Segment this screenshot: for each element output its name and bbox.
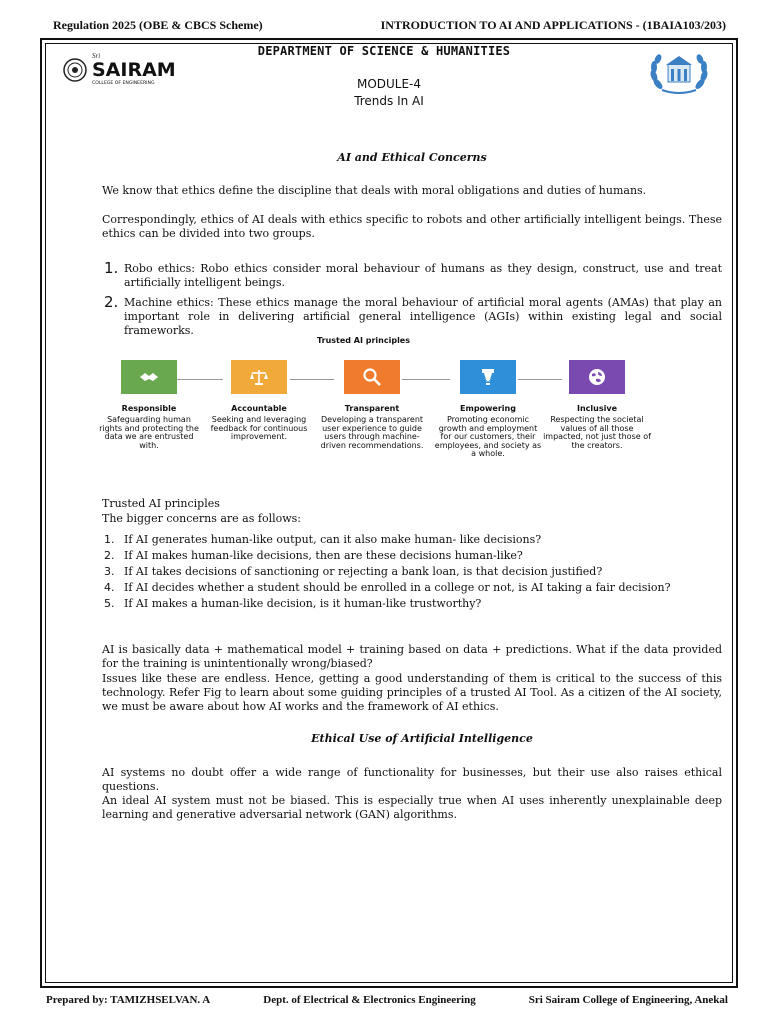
logo-sri: Sri — [92, 52, 101, 60]
paragraph-ai-data: AI is basically data + mathematical model + training based on data + predictions. What if the data provided for the training is unintentionally wrong/biased? — [102, 643, 722, 670]
principle-name: Accountable — [231, 404, 287, 413]
principle-desc: Respecting the societal values of all those impacted, not just those of the creators. — [543, 415, 651, 450]
handshake-icon — [139, 367, 159, 387]
principle-accountable — [205, 360, 313, 442]
page-footer — [46, 994, 728, 1006]
list-item-text: If AI decides whether a student should be enrolled in a college or not, is AI taking a fair decision? — [124, 581, 671, 594]
course-title: INTRODUCTION TO AI AND APPLICATIONS - (1BAIA103/203) — [380, 18, 726, 32]
paragraph-ai-ethics: Correspondingly, ethics of AI deals with ethics specific to robots and other artificially intelligent beings. These ethics can be divided into two groups. — [102, 213, 722, 240]
principle-name: Inclusive — [577, 404, 617, 413]
list-item-text: Robo ethics: Robo ethics consider moral behaviour of humans as they design, construct, use and treat artificially intelligent beings. — [124, 262, 722, 289]
list-item: 5. If AI makes a human-like decision, is it human-like trustworthy? — [102, 597, 722, 611]
principle-tile — [344, 360, 400, 394]
paragraph-ethics-definition: We know that ethics define the discipline that deals with moral obligations and duties of humans. — [102, 184, 647, 197]
principle-transparent — [318, 360, 426, 450]
principle-desc: Seeking and leveraging feedback for continuous improvement. — [210, 415, 308, 441]
list-item-text: If AI makes a human-like decision, is it human-like trustworthy? — [124, 597, 482, 610]
globe-icon — [587, 367, 607, 387]
list-item-text: If AI takes decisions of sanctioning or rejecting a bank loan, is that decision justified? — [124, 565, 603, 578]
principle-responsible — [95, 360, 203, 450]
principle-tile — [569, 360, 625, 394]
principle-desc: Developing a transparent user experience to guide users through machine-driven recommendations. — [320, 415, 424, 450]
paragraph-bias: An ideal AI system must not be biased. This is especially true when AI uses inherently unexplainable deep learning and generative adversarial network (GAN) algorithms. — [102, 794, 722, 821]
figure-title: Trusted AI principles — [317, 336, 410, 345]
list-item: 3. If AI takes decisions of sanctioning or rejecting a bank loan, is that decision justified? — [102, 565, 722, 579]
concerns-list — [102, 533, 722, 611]
magnifier-icon — [362, 367, 382, 387]
footer-college: Sri Sairam College of Engineering, Anekal — [528, 994, 728, 1006]
section-heading-ethical-use: Ethical Use of Artificial Intelligence — [311, 732, 533, 745]
list-item: 4. If AI decides whether a student should be enrolled in a college or not, is AI taking a fair decision? — [102, 581, 722, 595]
figure-caption: Trusted AI principles — [102, 497, 220, 510]
paragraph-issues: Issues like these are endless. Hence, getting a good understanding of them is critical to the success of this technology. Refer Fig to learn about some guiding principles of a trusted AI Tool. As a citizen of the AI society, we must be aware about how AI works and the framework of AI ethics. — [102, 672, 722, 713]
principle-name: Transparent — [344, 404, 400, 413]
logo-name: SAIRAM — [92, 59, 174, 81]
list-item: 1. If AI generates human-like output, can it also make human- like decisions? — [102, 533, 722, 547]
scales-icon — [249, 367, 269, 387]
principle-tile — [460, 360, 516, 394]
regulation-label: Regulation 2025 (OBE & CBCS Scheme) — [53, 18, 263, 32]
department-title: DEPARTMENT OF SCIENCE & HUMANITIES — [257, 44, 511, 58]
module-title: Trends In AI — [354, 94, 424, 108]
paragraph-ai-systems: AI systems no doubt offer a wide range of functionality for businesses, but their use also raises ethical questions. — [102, 766, 722, 793]
principle-tile — [231, 360, 287, 394]
principle-empowering — [434, 360, 542, 459]
page-header — [53, 18, 726, 33]
concerns-intro: The bigger concerns are as follows: — [102, 512, 301, 525]
section-heading-ethical-concerns: AI and Ethical Concerns — [337, 151, 487, 164]
module-number: MODULE-4 — [356, 77, 422, 91]
principle-name: Responsible — [121, 404, 177, 413]
principle-name: Empowering — [460, 404, 516, 413]
ethics-groups-list — [102, 259, 722, 338]
principle-desc: Promoting economic growth and employment for our customers, their employees, and society as a whole. — [434, 415, 542, 458]
module-block — [0, 76, 768, 110]
list-item: 2. If AI makes human-like decisions, then are these decisions human-like? — [102, 549, 722, 563]
list-item: 1. Robo ethics: Robo ethics consider moral behaviour of humans as they design, construct, use and treat artificially intelligent beings. — [104, 259, 722, 289]
list-item-text: If AI makes human-like decisions, then are these decisions human-like? — [124, 549, 523, 562]
award-icon — [478, 367, 498, 387]
list-item: 2. Machine ethics: These ethics manage the moral behaviour of artificial moral agents (AMAs) that play an important role in delivering artificial general intelligence (AGIs) within existing legal and social frameworks. — [104, 293, 722, 337]
footer-department: Dept. of Electrical & Electronics Engineering — [263, 994, 476, 1006]
list-item-text: If AI generates human-like output, can it also make human- like decisions? — [124, 533, 542, 546]
trusted-ai-principles-figure — [100, 334, 660, 484]
list-item-text: Machine ethics: These ethics manage the moral behaviour of artificial moral agents (AMAs) that play an important role in delivering artificial general intelligence (AGIs) within existing legal and social frameworks. — [124, 296, 722, 337]
principle-inclusive — [543, 360, 651, 450]
principle-tile — [121, 360, 177, 394]
logo-sub: COLLEGE OF ENGINEERING — [92, 81, 155, 86]
prepared-by: Prepared by: TAMIZHSELVAN. A — [46, 994, 211, 1006]
principle-desc: Safeguarding human rights and protecting the data we are entrusted with. — [99, 415, 199, 450]
